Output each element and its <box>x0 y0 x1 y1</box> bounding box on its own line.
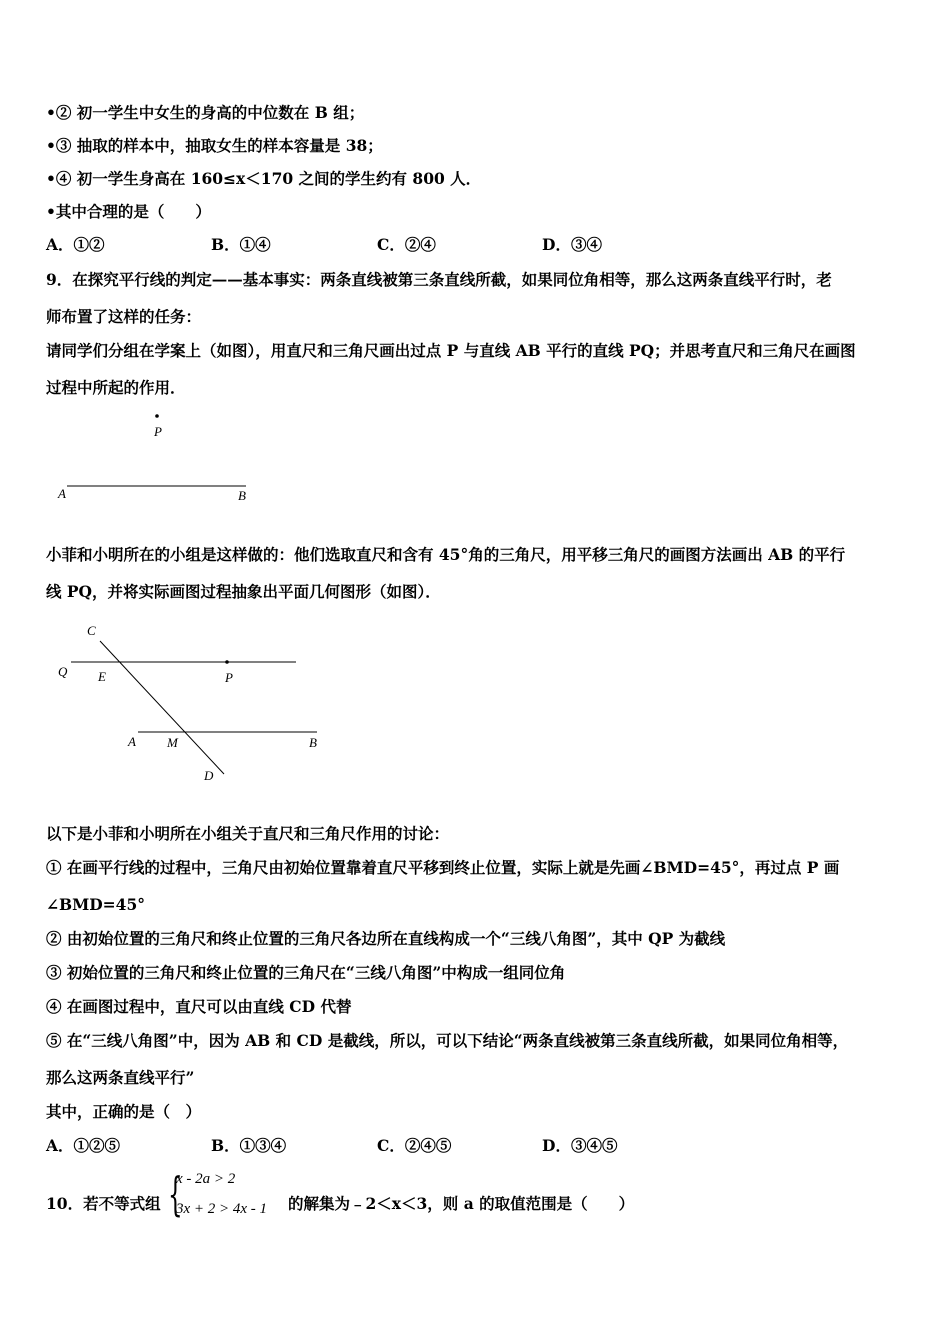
brace-glyph: { <box>168 1167 183 1221</box>
discussion-item-2: ② 由初始位置的三角尺和终止位置的三角尺各边所在直线构成一个“三线八角图”，其中 QP 为截线 <box>46 929 726 948</box>
discussion-item-5a: ⑤ 在“三线八角图”中，因为 AB 和 CD 是截线，所以，可以下结论“两条直线被第三条直线所截，如果同位角相等， <box>46 1031 849 1050</box>
inequality-2: 3x + 2 > 4x - 1 <box>176 1201 268 1217</box>
discussion-item-1a: ① 在画平行线的过程中，三角尺由初始位置靠着直尺平移到终止位置，实际上就是先画∠BMD=45°，再过点 P 画 <box>46 858 840 877</box>
statement-4: •④ 初一学生身高在 160≤x＜170 之间的学生约有 800 人． <box>46 169 482 188</box>
question-9-ask: 其中，正确的是（ ） <box>46 1102 202 1121</box>
statement-2: •② 初一学生中女生的身高的中位数在 B 组； <box>46 103 365 122</box>
fig2-label-e: E <box>98 669 106 684</box>
q9-option-b[interactable]: B．①③④ <box>211 1136 287 1155</box>
fig1-label-b: B <box>238 488 246 503</box>
fig2-label-q: Q <box>58 664 68 679</box>
fig2-label-c: C <box>87 623 96 638</box>
q8-option-a[interactable]: A．①② <box>46 235 105 254</box>
fig2-label-d: D <box>204 768 214 783</box>
q8-option-c[interactable]: C．②④ <box>377 235 436 254</box>
line-cd <box>100 641 224 774</box>
fig2-label-a: A <box>128 734 136 749</box>
discussion-intro: 以下是小菲和小明所在小组关于直尺和三角尺作用的讨论： <box>46 824 450 843</box>
q9-option-d[interactable]: D．③④⑤ <box>542 1136 618 1155</box>
q9-line-4: 过程中所起的作用． <box>46 378 186 397</box>
fig2-label-m: M <box>167 735 178 750</box>
fig1-label-p: P <box>154 424 162 439</box>
fig1-label-a: A <box>58 486 66 501</box>
q10-prefix: 10．若不等式组 <box>46 1194 161 1213</box>
q9-line-2: 师布置了这样的任务： <box>46 307 202 326</box>
q10-suffix: 的解集为﹣2＜x＜3，则 a 的取值范围是（ ） <box>288 1194 635 1213</box>
q9-line-6: 线 PQ，并将实际画图过程抽象出平面几何图形（如图）． <box>46 582 441 601</box>
q9-option-c[interactable]: C．②④⑤ <box>377 1136 452 1155</box>
discussion-item-3: ③ 初始位置的三角尺和终止位置的三角尺在“三线八角图”中构成一组同位角 <box>46 963 566 982</box>
discussion-item-5b: 那么这两条直线平行” <box>46 1068 195 1087</box>
point-p-dot <box>225 660 229 664</box>
figure-three-lines <box>0 615 340 790</box>
statement-3: •③ 抽取的样本中，抽取女生的样本容量是 38； <box>46 136 383 155</box>
fig2-label-b: B <box>309 735 317 750</box>
q9-option-a[interactable]: A．①②⑤ <box>46 1136 121 1155</box>
discussion-item-1b: ∠BMD=45° <box>46 895 145 914</box>
inequality-1: x - 2a > 2 <box>176 1171 236 1187</box>
question-8-ask: •其中合理的是（ ） <box>46 202 211 221</box>
q9-line-3: 请同学们分组在学案上（如图），用直尺和三角尺画出过点 P 与直线 AB 平行的直线 PQ；并思考直尺和三角尺在画图 <box>46 341 856 360</box>
point-p-dot <box>155 414 159 418</box>
q9-line-1: 9．在探究平行线的判定——基本事实：两条直线被第三条直线所截，如果同位角相等，那么这两条直线平行时，老 <box>46 270 832 289</box>
discussion-item-4: ④ 在画图过程中，直尺可以由直线 CD 代替 <box>46 997 352 1016</box>
q8-option-d[interactable]: D．③④ <box>542 235 602 254</box>
q8-option-b[interactable]: B．①④ <box>211 235 271 254</box>
figure-point-and-line <box>0 400 300 510</box>
q9-line-5: 小菲和小明所在的小组是这样做的：他们选取直尺和含有 45°角的三角尺，用平移三角尺的画图方法画出 AB 的平行 <box>46 545 846 564</box>
inequality-system <box>168 1167 286 1225</box>
fig2-label-p: P <box>225 670 233 685</box>
